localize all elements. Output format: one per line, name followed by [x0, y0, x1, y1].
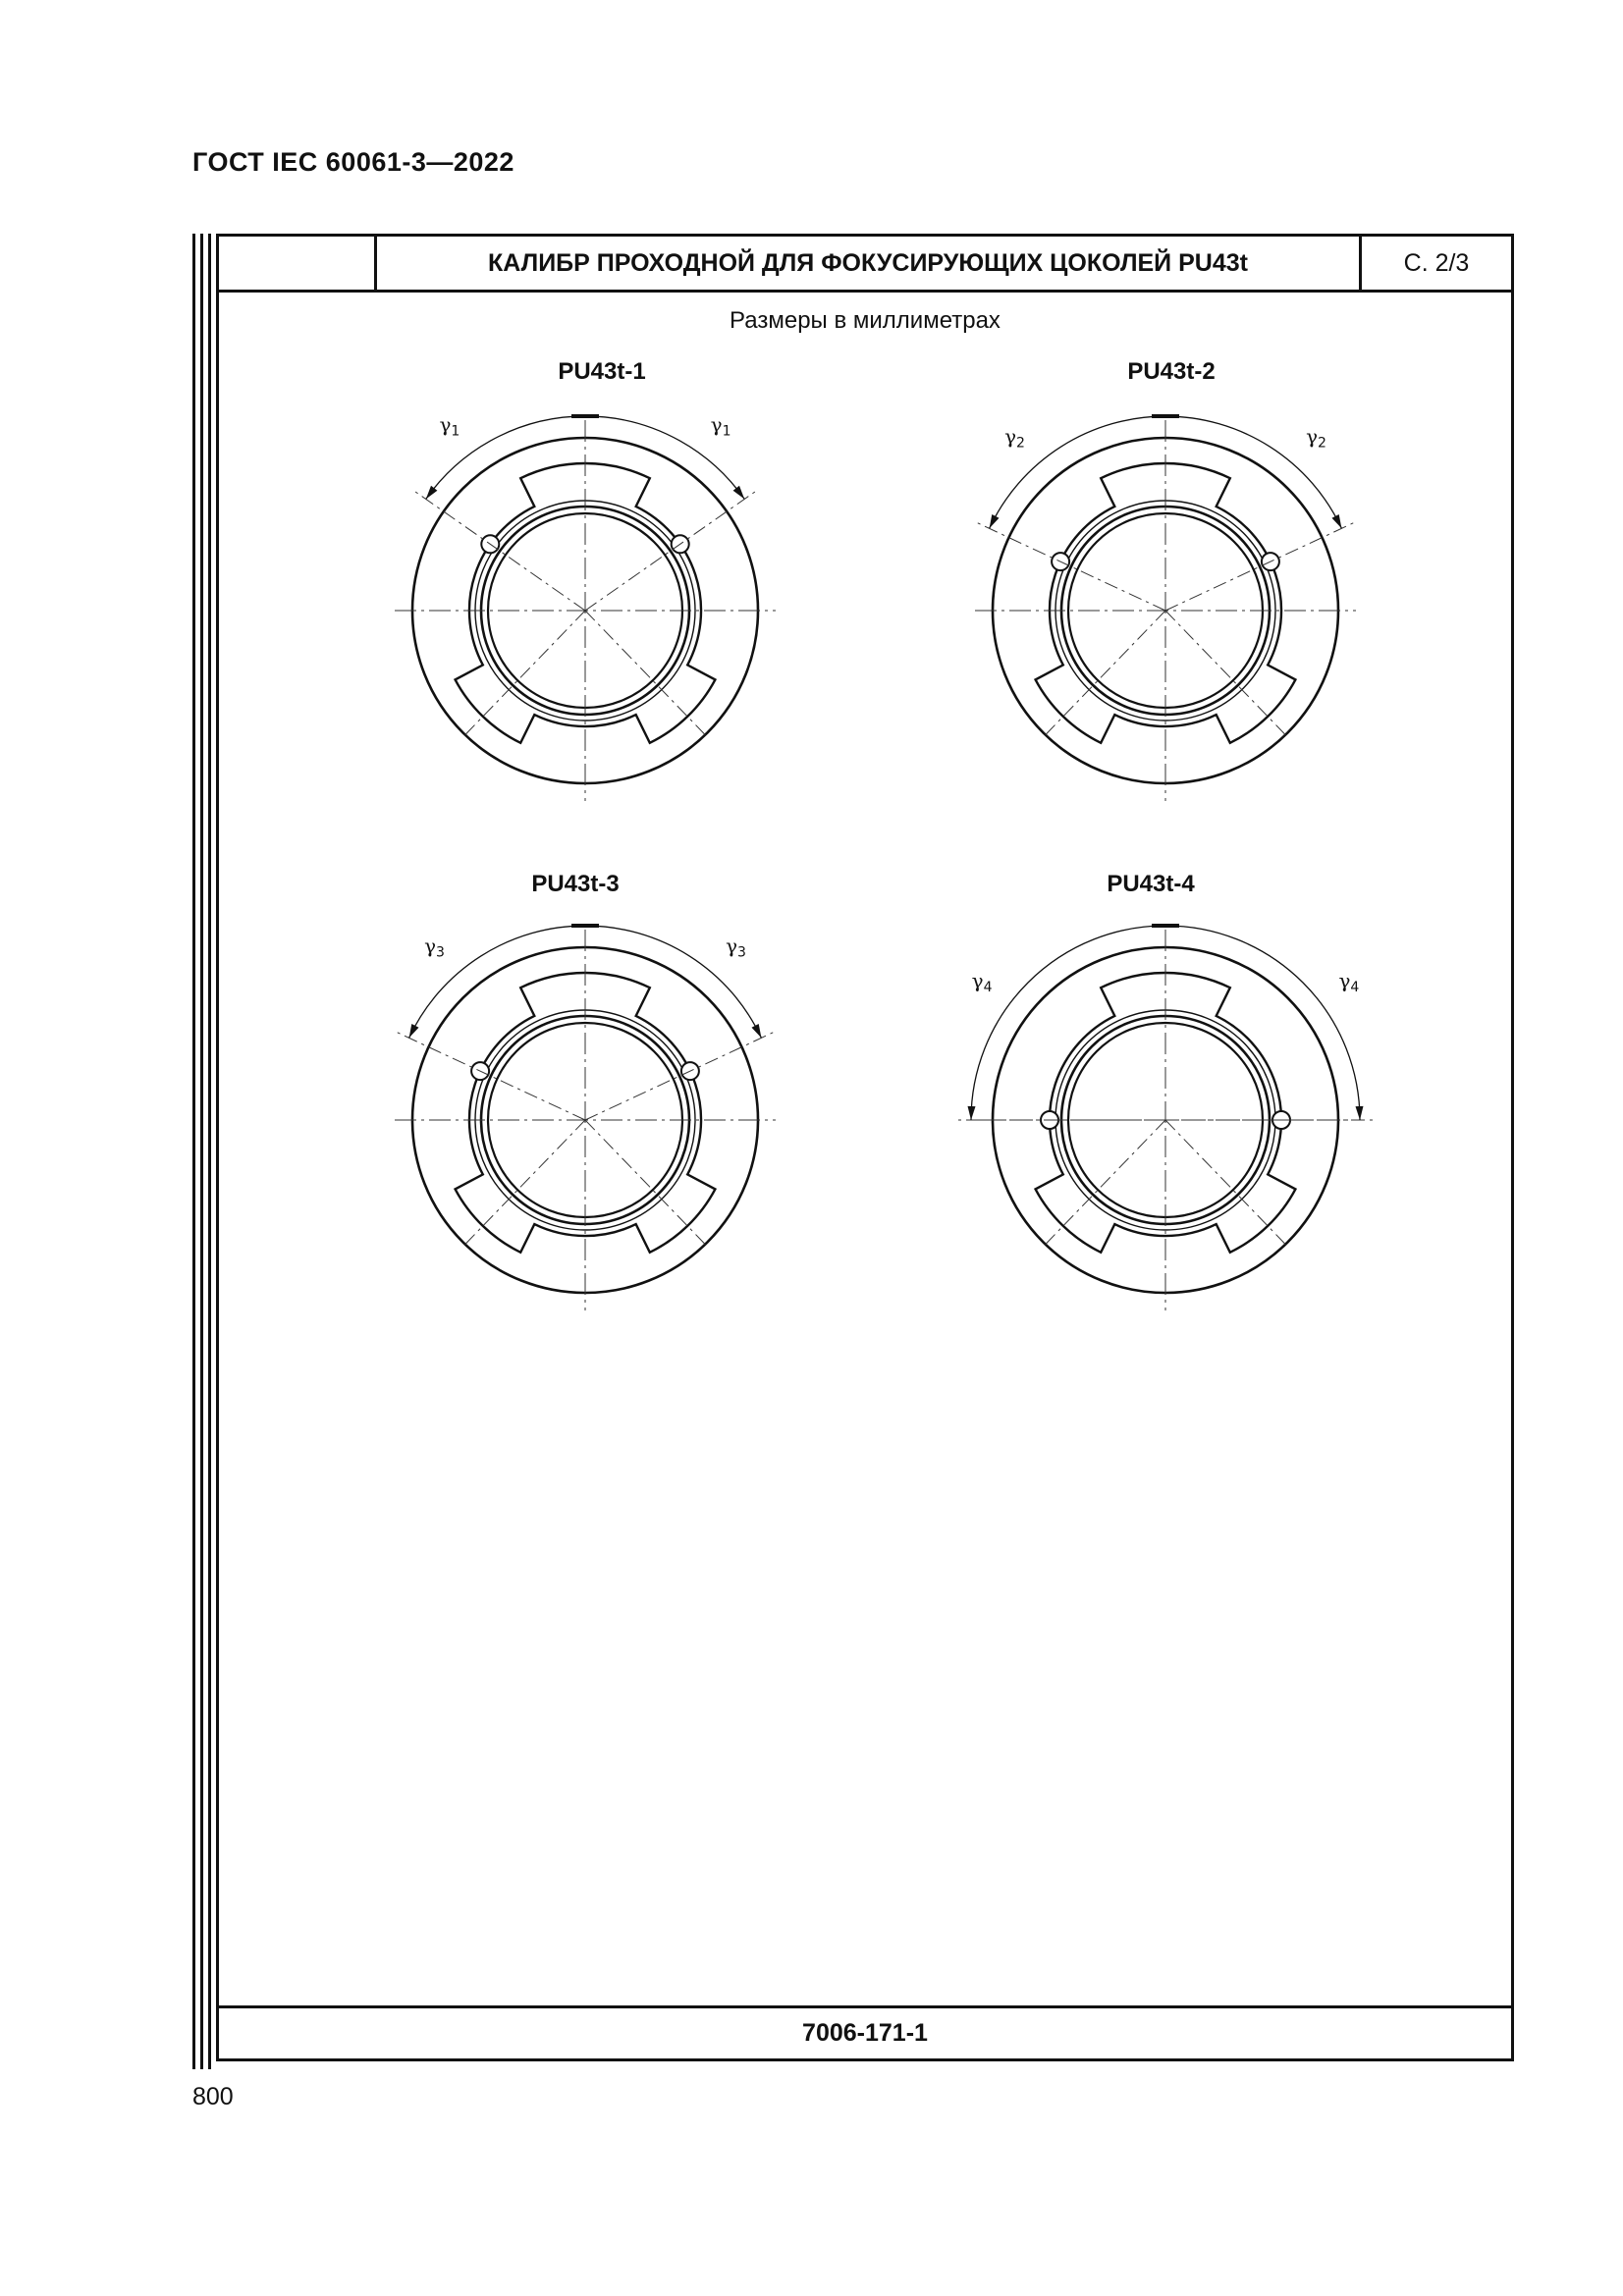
- angle-index: 3: [436, 944, 445, 961]
- angle-symbol: γ: [726, 934, 738, 958]
- angle-symbol: γ: [439, 412, 452, 437]
- angle-label: [439, 413, 460, 440]
- angle-label: [1338, 969, 1359, 995]
- dimension-arrow: [968, 1106, 976, 1120]
- dimension-arrow: [1356, 1106, 1364, 1120]
- angle-index: 2: [1318, 435, 1326, 452]
- dimension-arrow: [990, 514, 1000, 528]
- figure-title: PU43t-1: [558, 358, 646, 385]
- angle-label: [424, 934, 445, 961]
- gauge-figure: [975, 416, 1356, 801]
- angle-index: 2: [1016, 435, 1025, 452]
- angle-symbol: γ: [1338, 969, 1351, 993]
- angle-index: 4: [1350, 980, 1360, 996]
- dimension-arrow: [752, 1024, 762, 1038]
- angle-index: 4: [983, 980, 993, 996]
- angle-symbol: γ: [424, 934, 437, 958]
- designation: 7006-171-1: [219, 2005, 1511, 2058]
- dimension-arrow: [426, 486, 438, 500]
- angle-label: [972, 969, 993, 995]
- dimension-arrow: [733, 486, 745, 500]
- gauge-figure: [395, 926, 776, 1310]
- angle-symbol: γ: [1306, 424, 1319, 449]
- angle-label: [1004, 425, 1025, 452]
- gauge-figure: [955, 926, 1376, 1310]
- gauge-figure: [395, 413, 776, 801]
- angle-label: [711, 413, 731, 440]
- sheet-title: КАЛИБР ПРОХОДНОЙ ДЛЯ ФОКУСИРУЮЩИХ ЦОКОЛЕЙ PU43t: [377, 237, 1362, 290]
- document-header: ГОСТ IEC 60061-3—2022: [192, 147, 514, 177]
- angle-label: [726, 934, 746, 961]
- page-number: 800: [192, 2083, 234, 2110]
- angle-index: 3: [737, 944, 746, 961]
- dimension-arrow: [1332, 514, 1342, 528]
- figure-title: PU43t-4: [1107, 871, 1195, 897]
- angle-index: 1: [722, 423, 731, 440]
- angle-index: 1: [451, 423, 460, 440]
- figure-title: PU43t-2: [1127, 358, 1216, 385]
- angle-symbol: γ: [971, 969, 984, 993]
- angle-symbol: γ: [1004, 424, 1017, 449]
- figure-title: PU43t-3: [531, 871, 620, 897]
- units-note: Размеры в миллиметрах: [730, 307, 1001, 334]
- sheet-number: С. 2/3: [1403, 248, 1470, 277]
- angle-symbol: γ: [710, 412, 723, 437]
- dimension-arrow: [409, 1024, 419, 1038]
- angle-label: [1306, 425, 1326, 452]
